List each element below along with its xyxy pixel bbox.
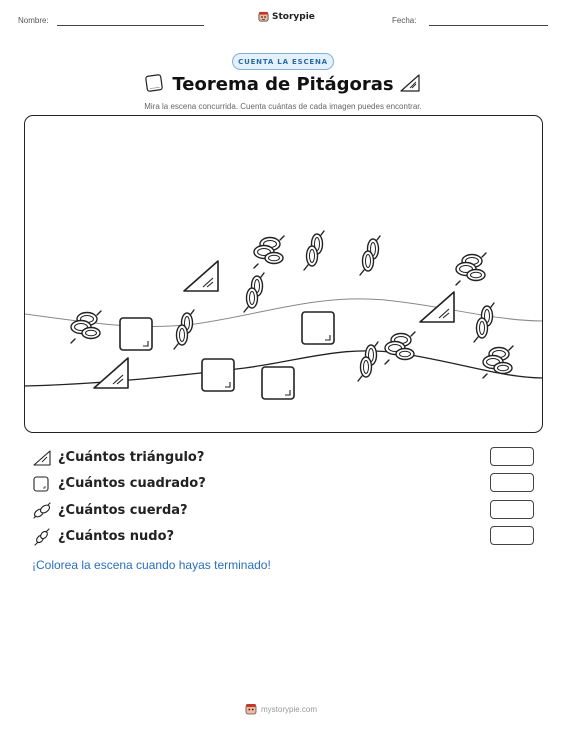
activity-badge: CUENTA LA ESCENA: [232, 53, 334, 70]
scene-square: [262, 367, 294, 399]
question-knot: ¿Cuántos nudo?: [58, 529, 175, 544]
name-field[interactable]: [57, 25, 204, 26]
date-label: Fecha:: [392, 16, 417, 25]
brand-logo: [258, 11, 315, 22]
brand-name: Storypie: [272, 11, 315, 22]
scene-knot: [456, 253, 486, 285]
scene-triangle: [420, 292, 454, 322]
question-row: [32, 447, 536, 469]
scene-rope: [358, 342, 378, 381]
scene-rope: [244, 273, 264, 312]
question-row: [32, 500, 536, 522]
scene-square: [120, 318, 152, 350]
question-rope: ¿Cuántos cuerda?: [58, 503, 188, 518]
scene-frame: [24, 115, 543, 433]
date-field[interactable]: [429, 25, 548, 26]
scene-triangle: [184, 261, 218, 291]
scene-knot: [385, 332, 415, 364]
scene-rope: [360, 236, 380, 275]
answer-box-square[interactable]: [490, 473, 534, 492]
scene-square: [202, 359, 234, 391]
answer-box-rope[interactable]: [490, 500, 534, 519]
scene-rope: [174, 310, 194, 349]
page-title: Teorema de Pitágoras: [172, 74, 394, 95]
answer-box-knot[interactable]: [490, 526, 534, 545]
question-triangle: ¿Cuántos triángulo?: [58, 450, 205, 465]
triangle-ruler-icon: [399, 73, 421, 93]
scene-illustration: [25, 116, 543, 433]
scene-knot: [483, 346, 513, 378]
name-label: Nombre:: [18, 16, 49, 25]
coloring-note: ¡Colorea la escena cuando hayas terminado!: [32, 558, 271, 572]
triangle-ruler-icon: [32, 449, 52, 467]
square-icon: [32, 475, 50, 493]
knot-icon: [32, 528, 52, 546]
question-square: ¿Cuántos cuadrado?: [58, 476, 206, 491]
scene-square: [302, 312, 334, 344]
rope-icon: [32, 502, 52, 520]
scene-knot: [254, 236, 284, 268]
instructions: Mira la escena concurrida. Cuenta cuántas de cada imagen puedes encontrar.: [144, 102, 422, 111]
footer: [245, 703, 317, 715]
scene-rope: [474, 303, 494, 342]
scene-knot: [71, 311, 101, 343]
question-row: [32, 473, 536, 495]
scene-triangle: [94, 358, 128, 388]
storypie-mascot-icon: [258, 11, 269, 22]
storypie-mascot-icon: [245, 703, 257, 715]
scene-rope: [304, 231, 324, 270]
footer-url: mystorypie.com: [261, 704, 318, 714]
question-row: [32, 526, 536, 548]
answer-box-triangle[interactable]: [490, 447, 534, 466]
